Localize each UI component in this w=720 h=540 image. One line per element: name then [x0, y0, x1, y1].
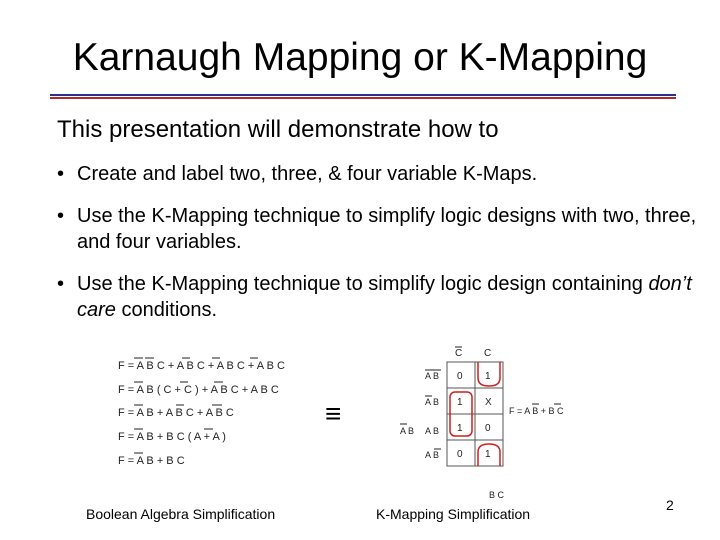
kmap-cell: 1: [485, 449, 491, 460]
page-number: 2: [666, 497, 674, 513]
kmap-cell: 1: [485, 371, 491, 382]
bullet-emphasis: don’t care: [77, 273, 692, 321]
bullet-list: [57, 161, 697, 339]
kmap-cell: X: [485, 397, 492, 408]
kmap-col-header: C: [455, 348, 463, 359]
kmap-row-header: A B: [425, 450, 440, 460]
kmap-cell: 0: [457, 449, 463, 460]
kmap-grid: [447, 362, 503, 466]
bullet-item-1: [57, 161, 697, 187]
kmap-result: F = A B + B C: [509, 406, 564, 416]
title-underline-red: [50, 97, 676, 99]
bullet-text-end: conditions.: [115, 299, 218, 321]
bullet-text: Use the K-Mapping technique to simplify logic design containing: [77, 273, 649, 295]
algebra-line: F = A B C + A B C + A B C + A B C: [118, 360, 285, 372]
bullet-item-3: [57, 271, 697, 323]
kmap-col-header: C: [484, 348, 492, 359]
bullet-dot: •: [57, 163, 65, 185]
kmap-cell: 0: [485, 423, 491, 434]
kmap-col-axis-label: B C: [489, 490, 505, 500]
caption-boolean-algebra: Boolean Algebra Simplification: [86, 506, 276, 522]
bullet-text: Use the K-Mapping technique to simplify logic designs with two, three, and four variables.: [77, 205, 697, 253]
kmap-cell: 1: [457, 423, 463, 434]
kmap-row-header: A B: [425, 371, 440, 381]
algebra-line: F = A B + A B C + A B C: [118, 407, 234, 419]
kmap-row-header: A B: [425, 397, 440, 407]
algebra-line: F = A B + B C: [118, 455, 185, 467]
kmap-figure: [395, 342, 595, 502]
slide-title: Karnaugh Mapping or K-Mapping: [72, 36, 648, 79]
algebra-line: F = A B ( C + C ) + A B C + A B C: [118, 384, 279, 396]
bullet-text: Create and label two, three, & four variable K-Maps.: [77, 163, 538, 185]
title-underline-blue: [50, 94, 676, 96]
kmap-row-header: A B: [425, 426, 440, 436]
intro-text: This presentation will demonstrate how to: [57, 116, 499, 143]
kmap-cell: 0: [457, 371, 463, 382]
boolean-algebra-figure: [112, 350, 312, 475]
bullet-item-2: [57, 203, 697, 255]
equivalence-symbol: ≡: [325, 398, 342, 429]
algebra-line: F = A B + B C ( A + A ): [118, 431, 226, 443]
kmap-cell: 1: [457, 397, 463, 408]
kmap-row-axis-label: A B: [400, 426, 415, 436]
caption-kmapping: K-Mapping Simplification: [376, 506, 531, 522]
bullet-dot: •: [57, 205, 65, 227]
bullet-dot: •: [57, 273, 65, 295]
